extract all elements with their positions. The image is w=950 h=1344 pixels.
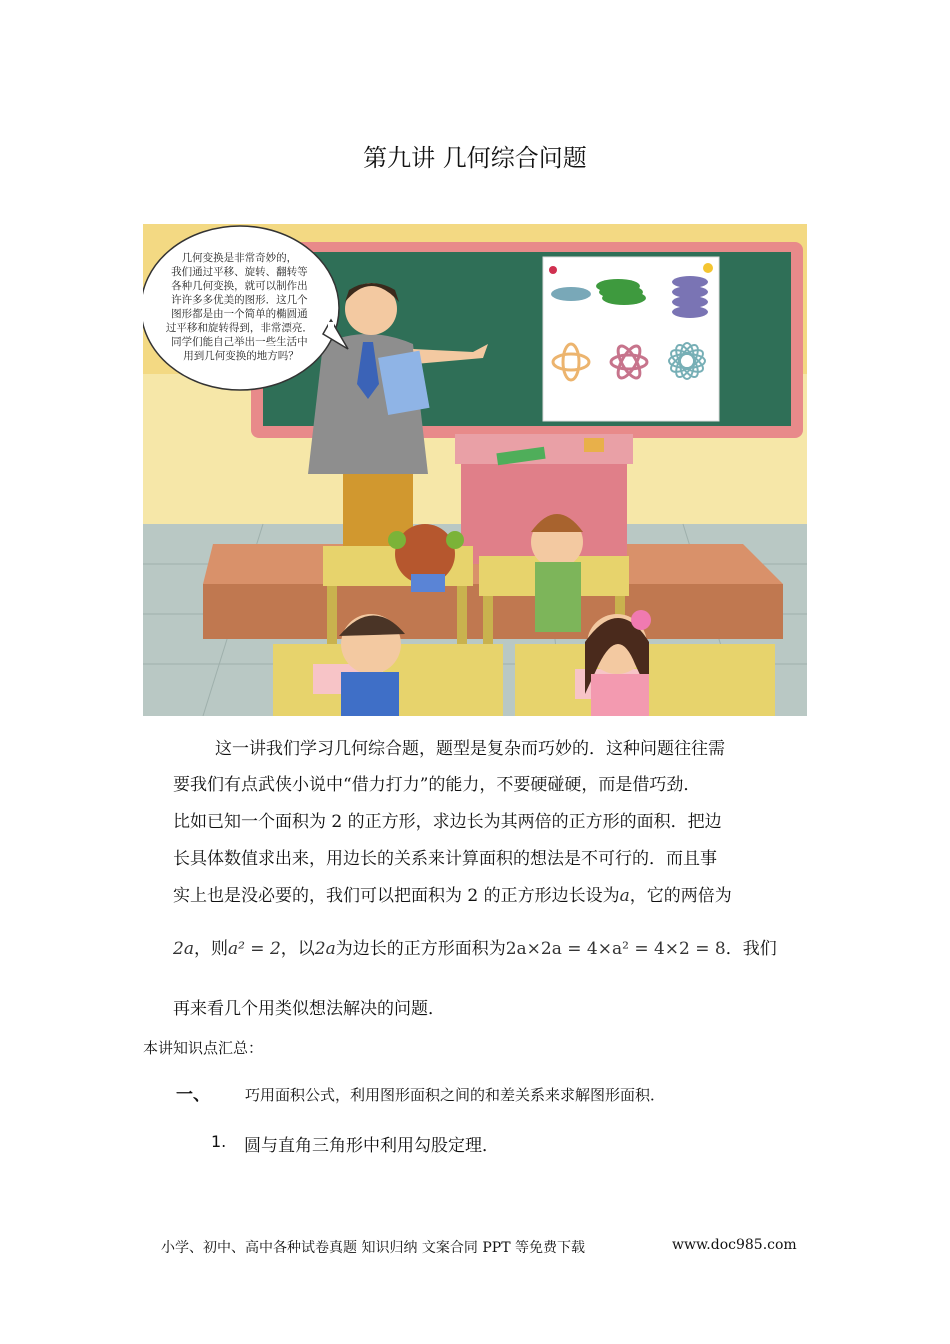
bubble-line: 许许多多优美的图形．这几个: [171, 294, 308, 306]
intro-math-line: [173, 939, 813, 959]
math-expression: 2a: [314, 939, 336, 959]
page-title: 第九讲 几何综合问题: [363, 144, 587, 172]
item-text: 圆与直角三角形中利用勾股定理．: [244, 1136, 499, 1156]
point-marker: 一、: [176, 1085, 210, 1105]
intro-text: ，则: [193, 939, 228, 959]
intro-line: 长具体数值求出来，用边长的关系来计算面积的想法是不可行的．而且事: [173, 849, 717, 869]
intro-text: ，以: [280, 939, 315, 959]
classroom-illustration: [143, 224, 807, 716]
intro-text: ，它的两倍为: [629, 886, 732, 906]
intro-text: 实上也是没必要的，我们可以把面积为 2 的正方形边长设为: [173, 886, 620, 906]
bubble-line: 同学们能自己举出一些生活中: [171, 336, 308, 348]
intro-line: 比如已知一个面积为 2 的正方形，求边长为其两倍的正方形的面积．把边: [173, 812, 722, 832]
bubble-line: 我们通过平移、旋转、翻转等: [171, 266, 308, 278]
intro-line: 要我们有点武侠小说中“借力打力”的能力，不要硬碰硬，而是借巧劲．: [173, 775, 701, 795]
bubble-line: 过平移和旋转得到，非常漂亮．: [165, 322, 313, 334]
intro-line: 这一讲我们学习几何综合题，题型是复杂而巧妙的．这种问题往往需: [215, 739, 725, 759]
summary-heading: 本讲知识点汇总：: [143, 1039, 264, 1057]
intro-line: [173, 886, 813, 906]
math-expression: 2a: [173, 939, 194, 959]
footer-text: 小学、初中、高中各种试卷真题 知识归纳 文案合同 PPT 等免费下载: [161, 1240, 585, 1256]
intro-text: 为边长的正方形面积为: [335, 939, 506, 959]
intro-line: 再来看几个用类似想法解决的问题．: [173, 999, 445, 1019]
math-variable-a: a: [619, 886, 630, 906]
point-text: 巧用面积公式，利用图形面积之间的和差关系来求解图形面积．: [245, 1086, 666, 1104]
item-number: 1.: [211, 1132, 227, 1151]
intro-text: ．我们: [725, 939, 777, 959]
math-expression: 2a×2a = 4×a² = 4×2 = 8: [505, 939, 726, 959]
math-expression: a² = 2: [227, 939, 281, 959]
bubble-line: 图形都是由一个简单的椭圆通: [171, 308, 308, 320]
bubble-line: 几何变换是非常奇妙的，: [181, 252, 298, 264]
bubble-line: 各种几何变换，就可以制作出: [171, 280, 308, 292]
bubble-line: 用到几何变换的地方吗？: [183, 350, 299, 362]
footer-url[interactable]: www.doc985.com: [672, 1237, 797, 1253]
